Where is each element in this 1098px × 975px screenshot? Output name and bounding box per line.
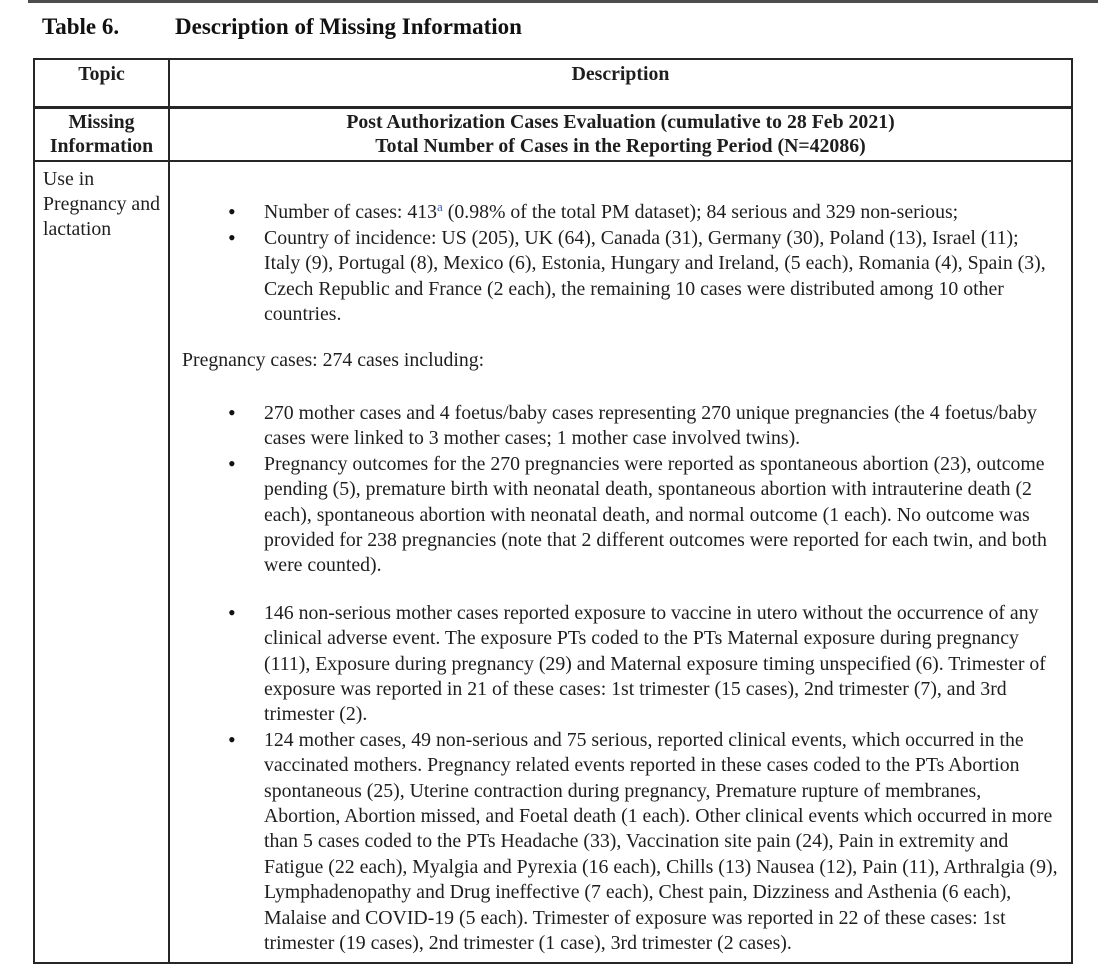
evaluation-header-cell: [169, 107, 1072, 161]
pregnancy-detail-list: [182, 401, 1059, 579]
table-title: [42, 14, 522, 40]
header-topic: Topic: [34, 59, 169, 107]
header-description: Description: [169, 59, 1072, 107]
list-item-clinical-events: • 124 mother cases, 49 non-serious and 75 serious, reported clinical events, which occurred in the vaccinated mothers. Pregnancy related events reported in these cases coded to the PTs Abortion spontaneous (25), Uterine contraction during pregnancy, Premature rupture of membranes, Abortion, Abortion missed, and Foetal death (1 each). Other clinical events which occurred in more than 5 cases coded to the PTs Headache (33), Vaccination site pain (24), Pain in extremity and Fatigue (22 each), Myalgia and Pyrexia (16 each), Chills (13) Nausea (12), Pain (11), Arthralgia (9), Lymphadenopathy and Drug ineffective (7 each), Chest pain, Dizziness and Asthenia (6 each), Malaise and COVID-19 (5 each). Trimester of exposure was reported in 22 of these cases: 1st trimester (19 cases), 2nd trimester (1 case), 3rd trimester (2 cases).: [182, 728, 1059, 957]
missing-information-label: [34, 107, 169, 161]
case-summary-list: [182, 200, 1059, 328]
evaluation-header-line2: Total Number of Cases in the Reporting Period (N=42086): [375, 135, 866, 157]
table-number: Table 6.: [42, 14, 120, 39]
list-item-non-serious-exposure: • 146 non-serious mother cases reported exposure to vaccine in utero without the occurrence of any clinical adverse event. The exposure PTs coded to the PTs Maternal exposure during pregnancy (111), Exposure during pregnancy (29) and Maternal exposure timing unspecified (6). Trimester of exposure was reported in 21 of these cases: 1st trimester (15 cases), 2nd trimester (7), and 3rd trimester (2).: [182, 601, 1059, 728]
page-top-rule: [28, 0, 1098, 3]
table-caption: Description of Missing Information: [175, 14, 522, 39]
number-of-cases-text: Number of cases: 413: [264, 200, 438, 223]
topic-use-in-pregnancy: Use in Pregnancy and lactation: [34, 161, 169, 964]
pregnancy-cases-heading: Pregnancy cases: 274 cases including:: [182, 348, 485, 371]
list-item-mother-foetus-cases: • 270 mother cases and 4 foetus/baby cases representing 270 unique pregnancies (the 4 foetus/baby cases were linked to 3 mother cases; 1 mother case involved twins).: [182, 401, 1059, 452]
exposure-detail-list: [182, 601, 1059, 957]
description-cell: [169, 161, 1072, 964]
subheader-row: [34, 107, 1072, 161]
footnote-a-marker[interactable]: a: [437, 198, 443, 214]
table-header-row: [34, 59, 1072, 107]
evaluation-header-line1: Post Authorization Cases Evaluation (cumulative to 28 Feb 2021): [346, 110, 895, 133]
missing-information-text: Missing Information: [49, 110, 154, 157]
list-item-number-of-cases: [182, 200, 1059, 226]
number-of-cases-tail: (0.98% of the total PM dataset); 84 serious and 329 non-serious;: [442, 200, 959, 223]
missing-information-table: [33, 58, 1073, 964]
list-item-country-of-incidence: • Country of incidence: US (205), UK (64), Canada (31), Germany (30), Poland (13), Israel (11); Italy (9), Portugal (8), Mexico (6), Estonia, Hungary and Ireland, (5 each), Romania (4), Spain (3), Czech Republic and France (2 each), the remaining 10 cases were distributed among 10 other countries.: [182, 226, 1059, 328]
list-item-pregnancy-outcomes: • Pregnancy outcomes for the 270 pregnancies were reported as spontaneous abortion (23), outcome pending (5), premature birth with neonatal death, spontaneous abortion with intrauterine death (2 each), spontaneous abortion with neonatal death, and normal outcome (1 each). No outcome was provided for 238 pregnancies (note that 2 different outcomes were reported for each twin, and both were counted).: [182, 452, 1059, 579]
content-row: [34, 161, 1072, 964]
